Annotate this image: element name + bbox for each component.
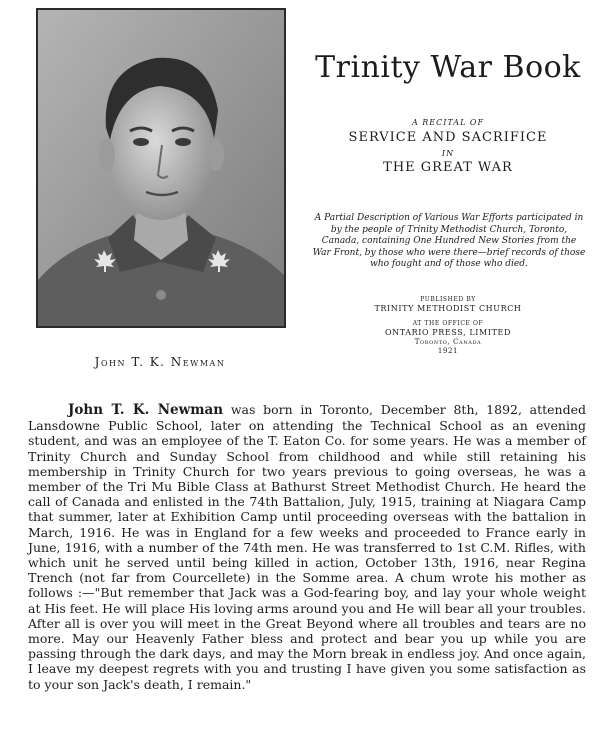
the-great-war: THE GREAT WAR [383,160,513,175]
book-title: Trinity War Book [315,50,581,85]
in-line: IN [441,149,455,158]
city-line: Toronto, Canada [414,338,482,346]
service-and-sacrifice: SERVICE AND SACRIFICE [348,130,548,145]
portrait-photo [36,8,286,328]
recital-of-line: A RECITAL OF [411,118,485,127]
year-line: 1921 [437,347,459,355]
publisher-name: TRINITY METHODIST CHURCH [374,304,522,313]
photo-caption: John T. K. Newman [94,355,226,369]
press-name: ONTARIO PRESS, LIMITED [384,328,511,337]
book-description: A Partial Description of Various War Efforts participated in by the people of Trinity Methodist Church, Toronto, Canada, containing One Hundred New Stories from the War Front, by those who were there—brief records of those who fought and of those who died. [312,213,586,270]
published-by-line: PUBLISHED BY [420,296,476,303]
biography-text: was born in Toronto, December 8th, 1892, attended Lansdowne Public School, later on attending the Technical School as an evening student, and was an employee of the T. Eaton Co. for some years. He was a member of Trinity Church and Sunday School from childhood and while still retaining his membership in Trinity Church for two years previous to going overseas, he was a member of the Tri Mu Bible Class at Bathurst Street Methodist Church. He heard the call of Canada and enlisted in the 74th Battalion, July, 1915, training at Niagara Camp that summer, later at Exhibition Camp until proceeding overseas with the battalion in March, 1916. He was in England for a few weeks and proceeded to France early in June, 1916, with a number of the 74th men. He was transferred to 1st C.M. Rifles, with which unit he served until being killed in action, October 13th, 1916, near Regina Trench (not far from Courcellete) in the Somme area. A chum wrote his mother as follows :—"But remember that Jack was a God-fearing boy, and lay your whole weight at His feet. He will place His loving arms around you and He will bear all your troubles. After all is over you will meet in the Great Beyond where all troubles and tears are no more. May our Heavenly Father bless and protect and bear you up while you are passing through the dark days, and may the Morn break in endless joy. And once again, I leave my deepest regrets with you and trusting I have given you some satisfaction as to your son Jack's death, I remain." [28,402,586,692]
biography-paragraph [28,402,586,692]
office-of-line: AT THE OFFICE OF [412,320,484,327]
biography-name: John T. K. Newman [68,402,224,418]
portrait-image [38,10,284,326]
